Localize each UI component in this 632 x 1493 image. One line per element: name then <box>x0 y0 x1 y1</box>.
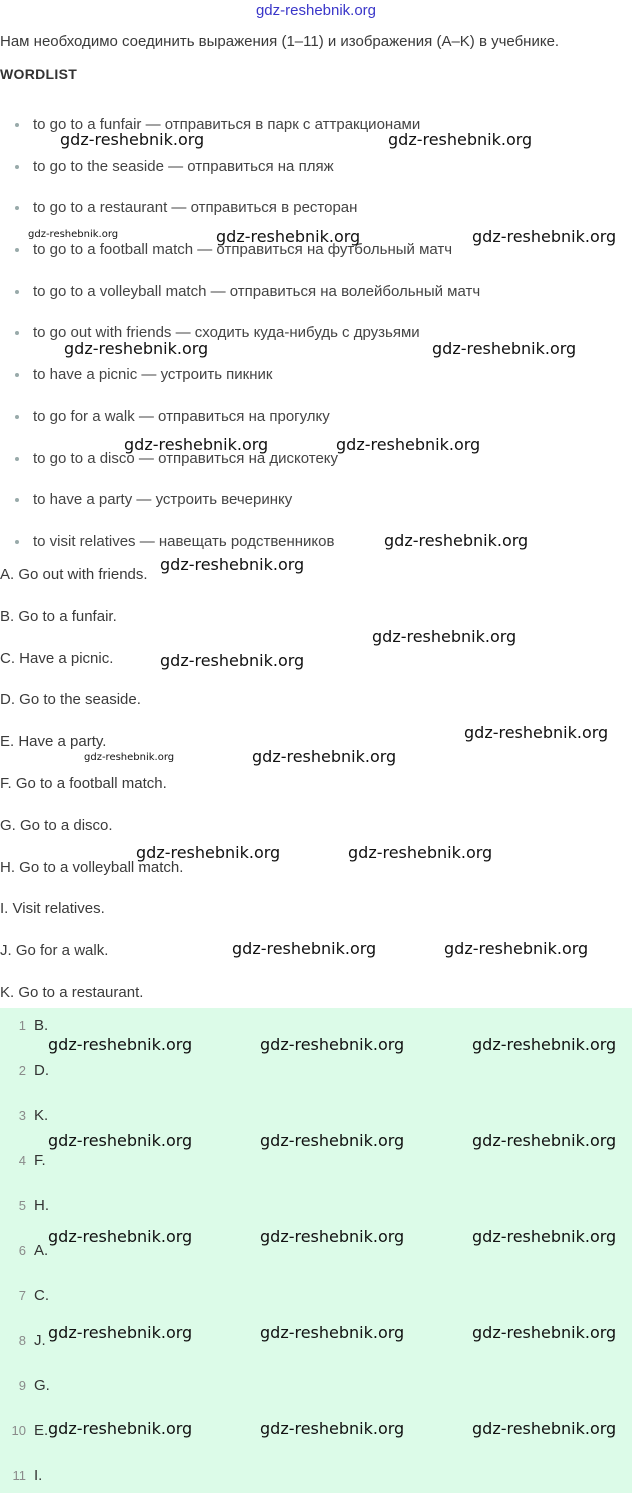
image-caption: D. Go to the seaside. <box>0 691 141 709</box>
watermark: gdz-reshebnik.org <box>124 435 269 454</box>
answer-number: 11 <box>12 1468 26 1483</box>
wordlist-item <box>0 400 632 442</box>
answer-number: 2 <box>18 1063 26 1078</box>
wordlist-item <box>0 275 632 317</box>
answer-value: B. <box>34 1017 49 1034</box>
watermark: gdz-reshebnik.org <box>48 1227 193 1246</box>
answer-number: 10 <box>11 1423 26 1438</box>
wordlist-item-text: to go to a football match — отправиться на футбольный матч <box>33 241 453 259</box>
wordlist-item <box>0 483 632 525</box>
answer-row <box>0 1191 632 1221</box>
bullet-icon <box>15 457 19 461</box>
site-header-link[interactable]: gdz-reshebnik.org <box>255 2 377 19</box>
answer-row <box>0 1056 632 1086</box>
watermark: gdz-reshebnik.org <box>472 1227 617 1246</box>
watermark: gdz-reshebnik.org <box>232 939 377 958</box>
image-caption: H. Go to a volleyball match. <box>0 858 184 876</box>
answer-number: 1 <box>18 1018 26 1033</box>
wordlist-item-text: to have a party — устроить вечеринку <box>33 491 293 509</box>
image-caption: C. Have a picnic. <box>0 649 114 667</box>
bullet-icon <box>15 290 19 294</box>
watermark: gdz-reshebnik.org <box>252 747 397 766</box>
watermark: gdz-reshebnik.org <box>160 651 305 670</box>
watermark: gdz-reshebnik.org <box>472 1419 617 1438</box>
image-caption: G. Go to a disco. <box>0 816 113 834</box>
wordlist-item <box>0 150 632 192</box>
watermark: gdz-reshebnik.org <box>388 130 533 149</box>
bullet-icon <box>15 331 19 335</box>
watermark: gdz-reshebnik.org <box>84 752 175 763</box>
watermark: gdz-reshebnik.org <box>60 130 205 149</box>
answer-value: G. <box>34 1377 50 1394</box>
watermark: gdz-reshebnik.org <box>260 1227 405 1246</box>
wordlist <box>0 108 632 567</box>
watermark: gdz-reshebnik.org <box>472 227 617 246</box>
answer-number: 4 <box>18 1153 26 1168</box>
answer-value: H. <box>34 1197 49 1214</box>
wordlist-item-text: to go to a volleyball match — отправиться на волейбольный матч <box>33 282 481 300</box>
answer-row <box>0 1461 632 1491</box>
bullet-icon <box>15 373 19 377</box>
answer-value: D. <box>34 1062 49 1079</box>
bullet-icon <box>15 165 19 169</box>
watermark: gdz-reshebnik.org <box>372 627 517 646</box>
wordlist-item-text: to go for a walk — отправиться на прогулку <box>33 407 330 425</box>
watermark: gdz-reshebnik.org <box>48 1035 193 1054</box>
answer-value: C. <box>34 1287 49 1304</box>
answer-value: F. <box>34 1152 46 1169</box>
watermark: gdz-reshebnik.org <box>472 1323 617 1342</box>
watermark: gdz-reshebnik.org <box>348 843 493 862</box>
answer-number: 6 <box>18 1243 26 1258</box>
bullet-icon <box>15 498 19 502</box>
watermark: gdz-reshebnik.org <box>28 229 119 240</box>
answer-row <box>0 1146 632 1176</box>
answer-number: 3 <box>18 1108 26 1123</box>
answer-number: 9 <box>18 1378 26 1393</box>
wordlist-item-text: to have a picnic — устроить пикник <box>33 366 273 384</box>
wordlist-item-text: to go to a disco — отправиться на дискотеку <box>33 449 339 467</box>
watermark: gdz-reshebnik.org <box>260 1323 405 1342</box>
answer-value: J. <box>34 1332 46 1349</box>
answer-row <box>0 1281 632 1311</box>
watermark: gdz-reshebnik.org <box>464 723 609 742</box>
image-caption: J. Go for a walk. <box>0 942 109 960</box>
wordlist-item-text: to go out with friends — сходить куда-нибудь с друзьями <box>33 324 420 342</box>
bullet-icon <box>15 415 19 419</box>
image-caption: K. Go to a restaurant. <box>0 983 144 1001</box>
image-caption: F. Go to a football match. <box>0 774 167 792</box>
wordlist-item-text: to visit relatives — навещать родственников <box>33 532 335 550</box>
watermark: gdz-reshebnik.org <box>48 1131 193 1150</box>
answer-value: E. <box>34 1422 49 1439</box>
wordlist-title: WORDLIST <box>0 66 78 82</box>
watermark: gdz-reshebnik.org <box>472 1131 617 1150</box>
wordlist-item <box>0 442 632 484</box>
intro-text: Нам необходимо соединить выражения (1–11) и изображения (A–K) в учебнике. <box>0 33 560 50</box>
answer-value: A. <box>34 1242 49 1259</box>
watermark: gdz-reshebnik.org <box>444 939 589 958</box>
wordlist-item-text: to go to a restaurant — отправиться в ресторан <box>33 199 358 217</box>
watermark: gdz-reshebnik.org <box>336 435 481 454</box>
answer-number: 8 <box>18 1333 26 1348</box>
watermark: gdz-reshebnik.org <box>48 1323 193 1342</box>
wordlist-item-text: to go to the seaside — отправиться на пляж <box>33 157 334 175</box>
watermark: gdz-reshebnik.org <box>260 1419 405 1438</box>
answer-value: I. <box>34 1467 43 1484</box>
answer-number: 5 <box>18 1198 26 1213</box>
watermark: gdz-reshebnik.org <box>432 339 577 358</box>
wordlist-item <box>0 358 632 400</box>
image-caption: B. Go to a funfair. <box>0 607 117 625</box>
bullet-icon <box>15 248 19 252</box>
bullet-icon <box>15 206 19 210</box>
watermark: gdz-reshebnik.org <box>216 227 361 246</box>
image-caption: E. Have a party. <box>0 733 107 751</box>
watermark: gdz-reshebnik.org <box>160 555 305 574</box>
watermark: gdz-reshebnik.org <box>64 339 209 358</box>
watermark: gdz-reshebnik.org <box>260 1131 405 1150</box>
answer-row <box>0 1101 632 1131</box>
watermark: gdz-reshebnik.org <box>136 843 281 862</box>
watermark: gdz-reshebnik.org <box>260 1035 405 1054</box>
wordlist-item-text: to go to a funfair — отправиться в парк с аттракционами <box>33 116 421 133</box>
answer-value: K. <box>34 1107 49 1124</box>
answer-number: 7 <box>18 1288 26 1303</box>
watermark: gdz-reshebnik.org <box>472 1035 617 1054</box>
bullet-icon <box>15 540 19 544</box>
answer-row <box>0 1371 632 1401</box>
watermark: gdz-reshebnik.org <box>384 531 529 550</box>
watermark: gdz-reshebnik.org <box>48 1419 193 1438</box>
bullet-icon <box>15 123 19 127</box>
image-caption: I. Visit relatives. <box>0 900 105 918</box>
image-caption: A. Go out with friends. <box>0 566 148 583</box>
